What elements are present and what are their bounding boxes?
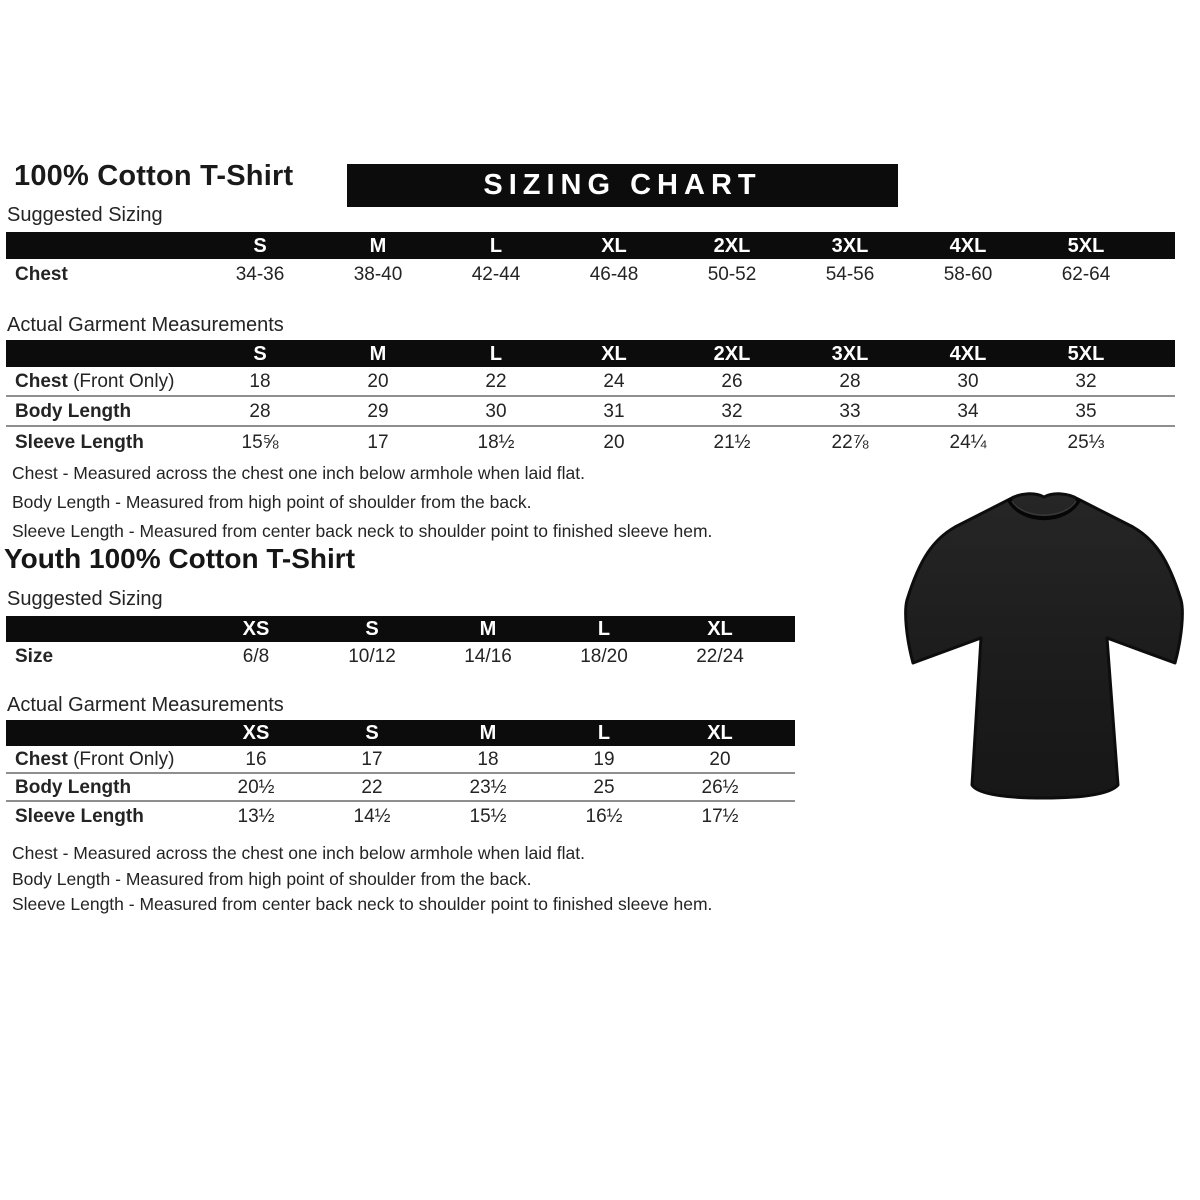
cell-value: 24¼ xyxy=(949,431,987,453)
cell-value: 32 xyxy=(1075,370,1097,392)
cell-value: 32 xyxy=(721,400,743,422)
adult-measurement-notes xyxy=(12,463,712,550)
cell-value: 22/24 xyxy=(696,645,744,667)
column-header: XL xyxy=(707,618,733,640)
cell-value: 26 xyxy=(721,370,743,392)
cell-value: 22 xyxy=(485,370,507,392)
note-chest: Chest - Measured across the chest one inch below armhole when laid flat. xyxy=(12,463,585,483)
column-header: S xyxy=(253,342,267,365)
row-label-text: Body Length xyxy=(15,400,132,422)
cell-value: 18 xyxy=(249,370,271,392)
column-header: M xyxy=(369,342,387,365)
row-label xyxy=(6,778,198,797)
row-label-text: Chest xyxy=(15,748,68,770)
column-header: M xyxy=(479,618,497,640)
table-header-row xyxy=(6,720,795,746)
table-row xyxy=(6,746,795,774)
cell-value: 24 xyxy=(603,370,625,392)
table-row xyxy=(6,397,1175,427)
column-header: L xyxy=(597,618,611,640)
row-label-text: Sleeve Length xyxy=(15,431,144,453)
cell-value: 20 xyxy=(603,431,625,453)
cell-value: 28 xyxy=(839,370,861,392)
table-row xyxy=(6,259,1175,289)
column-header: S xyxy=(365,618,379,640)
cell-value: 26½ xyxy=(701,776,739,798)
cell-value: 29 xyxy=(367,400,389,422)
column-header: 2XL xyxy=(713,342,751,365)
cell-value: 15½ xyxy=(469,805,507,827)
table-header-row xyxy=(6,616,795,642)
cell-value: 10/12 xyxy=(348,645,396,667)
row-label xyxy=(6,750,198,769)
adult-suggested-sizing-table xyxy=(6,232,1175,289)
column-header: 5XL xyxy=(1067,234,1105,257)
black-tshirt-photo xyxy=(893,487,1195,802)
sizing-chart-banner: SIZING CHART xyxy=(347,164,898,207)
column-header: 4XL xyxy=(949,342,987,365)
cell-value: 20½ xyxy=(237,776,275,798)
cell-value: 25⅓ xyxy=(1067,431,1105,453)
youth-actual-measurements-table xyxy=(6,720,795,830)
cell-value: 18 xyxy=(477,748,499,770)
cell-value: 25 xyxy=(593,776,615,798)
cell-value: 30 xyxy=(485,400,507,422)
tshirt-image xyxy=(893,487,1195,802)
cell-value: 31 xyxy=(603,400,625,422)
column-header: M xyxy=(369,234,387,257)
cell-value: 14½ xyxy=(353,805,391,827)
cell-value: 58-60 xyxy=(943,263,993,285)
adult-actual-measurements-table xyxy=(6,340,1175,457)
row-label-text: Sleeve Length xyxy=(15,805,144,827)
page-title: 100% Cotton T-Shirt xyxy=(14,160,294,192)
cell-value: 62-64 xyxy=(1061,263,1111,285)
column-header: 3XL xyxy=(831,234,869,257)
column-header: S xyxy=(365,722,379,744)
table-row xyxy=(6,642,795,670)
adult-actual-measurements-label: Actual Garment Measurements xyxy=(7,314,284,336)
row-label xyxy=(6,402,201,421)
row-label xyxy=(6,807,198,826)
cell-value: 13½ xyxy=(237,805,275,827)
row-label xyxy=(6,372,201,391)
cell-value: 42-44 xyxy=(471,263,521,285)
column-header: XS xyxy=(242,618,270,640)
note-sleeve-length: Sleeve Length - Measured from center back neck to shoulder point to finished sleeve hem. xyxy=(12,894,713,914)
row-label-text: Size xyxy=(15,645,54,667)
table-header-row xyxy=(6,232,1175,259)
column-header: 2XL xyxy=(713,234,751,257)
cell-value: 14/16 xyxy=(464,645,512,667)
column-header: L xyxy=(597,722,611,744)
column-header: M xyxy=(479,722,497,744)
column-header: XL xyxy=(601,234,627,257)
cell-value: 18½ xyxy=(477,431,515,453)
cell-value: 23½ xyxy=(469,776,507,798)
column-header: XL xyxy=(601,342,627,365)
row-label xyxy=(6,265,201,284)
table-row xyxy=(6,367,1175,397)
cell-value: 6/8 xyxy=(242,645,270,667)
cell-value: 34-36 xyxy=(235,263,285,285)
cell-value: 20 xyxy=(709,748,731,770)
row-label-text: Chest xyxy=(15,263,68,285)
cell-value: 50-52 xyxy=(707,263,757,285)
cell-value: 16½ xyxy=(585,805,623,827)
cell-value: 20 xyxy=(367,370,389,392)
youth-suggested-sizing-table xyxy=(6,616,795,670)
cell-value: 33 xyxy=(839,400,861,422)
table-row xyxy=(6,427,1175,457)
youth-actual-measurements-label: Actual Garment Measurements xyxy=(7,694,284,716)
cell-value: 35 xyxy=(1075,400,1097,422)
column-header: XL xyxy=(707,722,733,744)
cell-value: 34 xyxy=(957,400,979,422)
note-sleeve-length: Sleeve Length - Measured from center back neck to shoulder point to finished sleeve hem. xyxy=(12,521,713,541)
row-label-suffix: (Front Only) xyxy=(67,748,175,770)
adult-suggested-sizing-label: Suggested Sizing xyxy=(7,204,163,226)
column-header: 3XL xyxy=(831,342,869,365)
note-body-length: Body Length - Measured from high point of shoulder from the back. xyxy=(12,492,532,512)
cell-value: 17 xyxy=(367,431,389,453)
column-header: L xyxy=(489,342,503,365)
row-label-suffix: (Front Only) xyxy=(67,370,175,392)
cell-value: 46-48 xyxy=(589,263,639,285)
youth-suggested-sizing-label: Suggested Sizing xyxy=(7,588,163,610)
column-header: XS xyxy=(242,722,270,744)
row-label xyxy=(6,647,198,666)
column-header: S xyxy=(253,234,267,257)
cell-value: 22⅞ xyxy=(831,431,869,453)
youth-section-title: Youth 100% Cotton T-Shirt xyxy=(4,543,356,574)
table-row xyxy=(6,802,795,830)
cell-value: 15⅝ xyxy=(241,431,279,453)
cell-value: 17 xyxy=(361,748,383,770)
column-header: L xyxy=(489,234,503,257)
cell-value: 21½ xyxy=(713,431,751,453)
cell-value: 22 xyxy=(361,776,383,798)
tshirt-body xyxy=(906,494,1183,798)
cell-value: 54-56 xyxy=(825,263,875,285)
cell-value: 19 xyxy=(593,748,615,770)
note-chest: Chest - Measured across the chest one inch below armhole when laid flat. xyxy=(12,843,585,863)
column-header: 5XL xyxy=(1067,342,1105,365)
cell-value: 28 xyxy=(249,400,271,422)
column-header: 4XL xyxy=(949,234,987,257)
youth-measurement-notes xyxy=(12,844,712,921)
cell-value: 17½ xyxy=(701,805,739,827)
cell-value: 16 xyxy=(245,748,267,770)
table-row xyxy=(6,774,795,802)
row-label xyxy=(6,433,201,452)
cell-value: 18/20 xyxy=(580,645,628,667)
cell-value: 38-40 xyxy=(353,263,403,285)
table-header-row xyxy=(6,340,1175,367)
row-label-text: Chest xyxy=(15,370,68,392)
row-label-text: Body Length xyxy=(15,776,132,798)
cell-value: 30 xyxy=(957,370,979,392)
note-body-length: Body Length - Measured from high point of shoulder from the back. xyxy=(12,868,532,889)
